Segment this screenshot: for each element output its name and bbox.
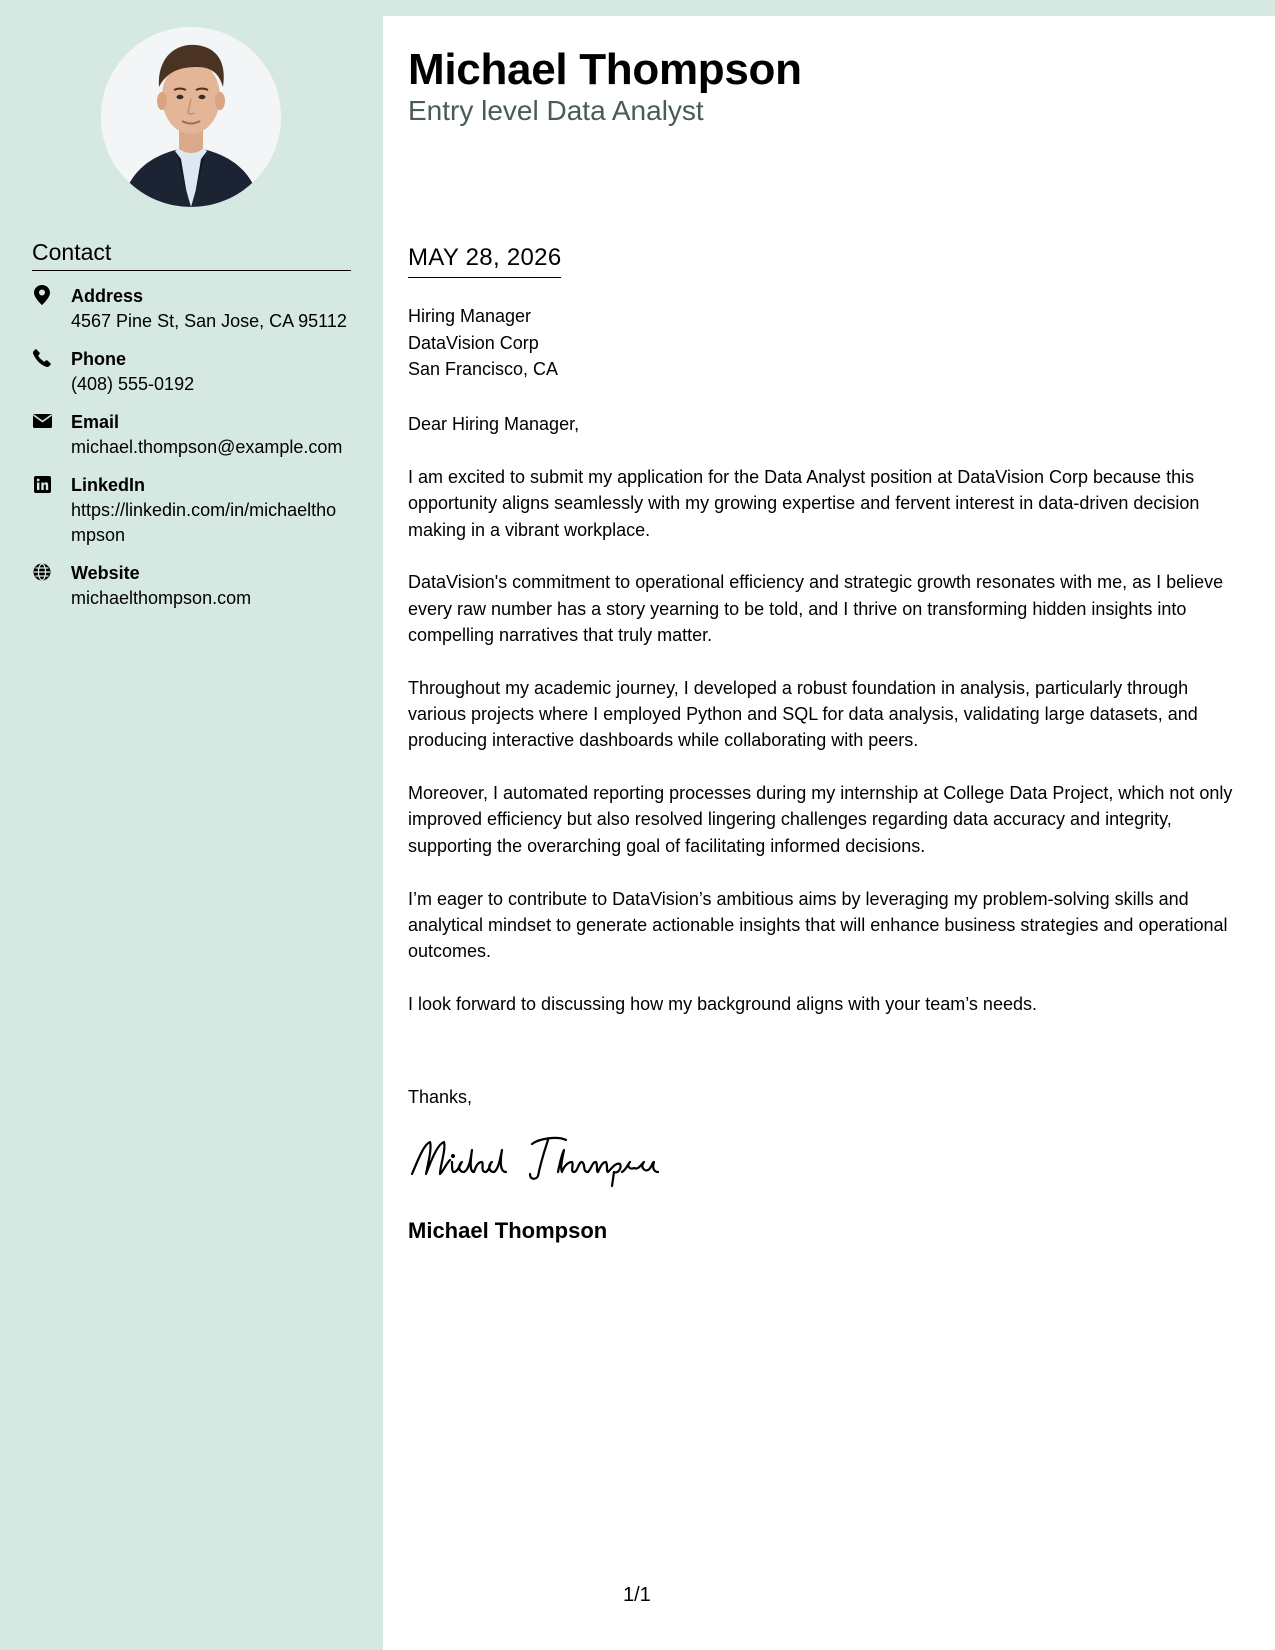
contact-label: Address — [71, 286, 144, 306]
body-paragraph: I’m eager to contribute to DataVision’s ambitious aims by leveraging my problem-solving skills and analytical mindset to generate actionable insights that will enhance business strategies and operational outcomes. — [408, 888, 1228, 962]
signature-image — [408, 1130, 668, 1190]
address-value: 4567 Pine St, San Jose, CA 95112 — [71, 311, 347, 331]
contact-label: LinkedIn — [71, 475, 146, 495]
body-paragraph: DataVision's commitment to operational efficiency and strategic growth resonates with me, as I believe every raw number has a story yearning to be told, and I thrive on transforming hidden insights into compelling narratives that truly matter. — [408, 572, 1224, 645]
signature — [408, 1130, 668, 1190]
recipient-block — [408, 303, 558, 383]
signer-name: Michael Thompson — [408, 1218, 608, 1243]
linkedin-icon — [32, 474, 52, 494]
phone-icon — [32, 348, 52, 368]
letter-body — [408, 464, 1248, 1044]
body-paragraph: Throughout my academic journey, I developed a robust foundation in analysis, particularly through various projects where I employed Python and SQL for data analysis, validating large datasets, and producing interactive dashboards while collaborating with peers. — [408, 677, 1198, 751]
body-paragraph: I am excited to submit my application for the Data Analyst position at DataVision Corp because this opportunity aligns seamlessly with my growing expertise and fervent interest in data-driven decision making in a vibrant workplace. — [408, 467, 1200, 540]
contact-label: Website — [71, 563, 140, 583]
recipient-line: DataVision Corp — [408, 332, 539, 353]
avatar — [101, 27, 281, 207]
salutation: Dear Hiring Manager, — [408, 414, 580, 434]
contact-item-website — [32, 561, 351, 611]
body-paragraph: Moreover, I automated reporting processes during my internship at College Data Project, which not only improved efficiency but also resolved lingering challenges regarding data accuracy and integrity, supporting the overarching goal of facilitating informed decisions. — [408, 783, 1233, 856]
letter-main — [383, 16, 1275, 1650]
phone-value: (408) 555-0192 — [71, 374, 195, 394]
contact-label: Phone — [71, 349, 127, 369]
body-paragraph: I look forward to discussing how my background aligns with your team’s needs. — [408, 993, 1037, 1014]
contact-item-email — [32, 410, 351, 460]
closing: Thanks, — [408, 1087, 473, 1107]
linkedin-value[interactable]: https://linkedin.com/in/michaelthompson — [71, 500, 337, 545]
contact-item-address — [32, 284, 351, 334]
contact-item-linkedin — [32, 473, 351, 548]
contact-list — [32, 284, 351, 624]
website-value[interactable]: michaelthompson.com — [71, 588, 252, 608]
envelope-icon — [32, 411, 52, 431]
location-pin-icon — [32, 285, 52, 305]
recipient-line: San Francisco, CA — [408, 359, 559, 379]
contact-heading: Contact — [32, 238, 351, 271]
letter-date: MAY 28, 2026 — [408, 243, 561, 278]
page-number: 1/1 — [623, 1584, 651, 1606]
globe-icon — [32, 562, 52, 582]
applicant-name: Michael Thompson — [408, 45, 802, 94]
contact-label: Email — [71, 412, 120, 432]
sidebar — [0, 0, 383, 1650]
email-value[interactable]: michael.thompson@example.com — [71, 437, 343, 457]
applicant-title: Entry level Data Analyst — [408, 95, 704, 126]
avatar-photo — [101, 27, 281, 207]
contact-item-phone — [32, 347, 351, 397]
recipient-line: Hiring Manager — [408, 306, 532, 326]
